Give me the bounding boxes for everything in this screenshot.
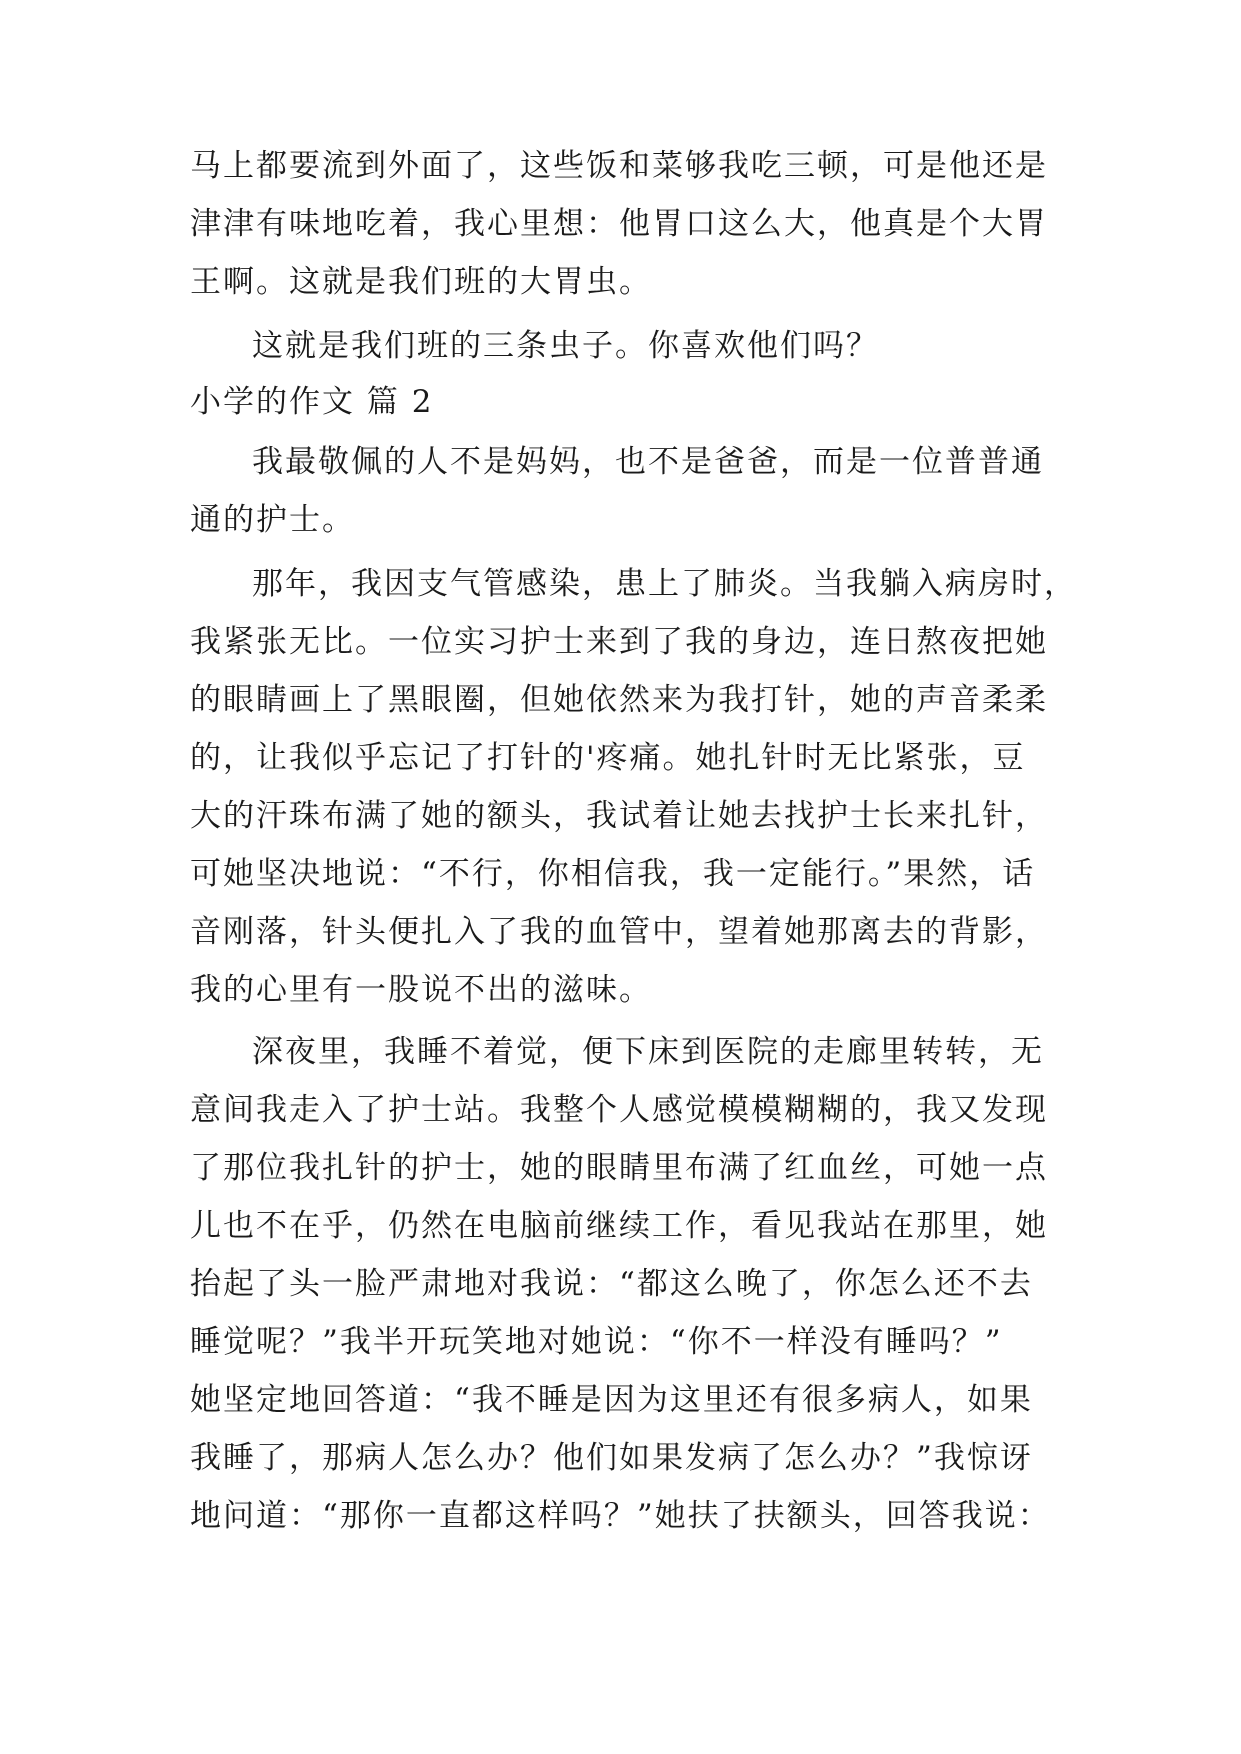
text-line: 王啊。这就是我们班的大胃虫。 <box>190 264 652 300</box>
text-line: 我最敬佩的人不是妈妈，也不是爸爸，而是一位普普通 <box>252 444 1044 480</box>
text-line: 抬起了头一脸严肃地对我说：“都这么晚了，你怎么还不去 <box>190 1266 1033 1302</box>
text-line: 音刚落，针头便扎入了我的血管中，望着她那离去的背影， <box>190 914 1048 950</box>
text-line: 通的护士。 <box>190 502 355 538</box>
text-line: 睡觉呢？”我半开玩笑地对她说：“你不一样没有睡吗？” <box>190 1324 1003 1360</box>
text-line: 了那位我扎针的护士，她的眼睛里布满了红血丝，可她一点 <box>190 1150 1048 1186</box>
text-line: 地问道：“那你一直都这样吗？”她扶了扶额头，回答我说： <box>190 1498 1051 1534</box>
text-line: 意间我走入了护士站。我整个人感觉模模糊糊的，我又发现 <box>190 1092 1048 1128</box>
text-line: 津津有味地吃着，我心里想：他胃口这么大，他真是个大胃 <box>190 206 1048 242</box>
text-line: 可她坚决地说：“不行，你相信我，我一定能行。”果然，话 <box>190 856 1036 892</box>
text-line: 这就是我们班的三条虫子。你喜欢他们吗？ <box>252 328 879 364</box>
text-line: 马上都要流到外面了，这些饭和菜够我吃三顿，可是他还是 <box>190 148 1048 184</box>
text-line: 的眼睛画上了黑眼圈，但她依然来为我打针，她的声音柔柔 <box>190 682 1048 718</box>
text-line: 的，让我似乎忘记了打针的'疼痛。她扎针时无比紧张，豆 <box>190 740 1026 776</box>
text-line: 那年，我因支气管感染，患上了肺炎。当我躺入病房时， <box>252 566 1077 602</box>
section-heading: 小学的作文 篇 2 <box>190 384 434 420</box>
text-line: 我睡了，那病人怎么办？他们如果发病了怎么办？”我惊讶 <box>190 1440 1033 1476</box>
text-line: 大的汗珠布满了她的额头，我试着让她去找护士长来扎针， <box>190 798 1048 834</box>
text-line: 深夜里，我睡不着觉，便下床到医院的走廊里转转，无 <box>252 1034 1044 1070</box>
text-line: 她坚定地回答道：“我不睡是因为这里还有很多病人，如果 <box>190 1382 1033 1418</box>
text-line: 我紧张无比。一位实习护士来到了我的身边，连日熬夜把她 <box>190 624 1048 660</box>
text-line: 我的心里有一股说不出的滋味。 <box>190 972 652 1008</box>
text-line: 儿也不在乎，仍然在电脑前继续工作，看见我站在那里，她 <box>190 1208 1048 1244</box>
